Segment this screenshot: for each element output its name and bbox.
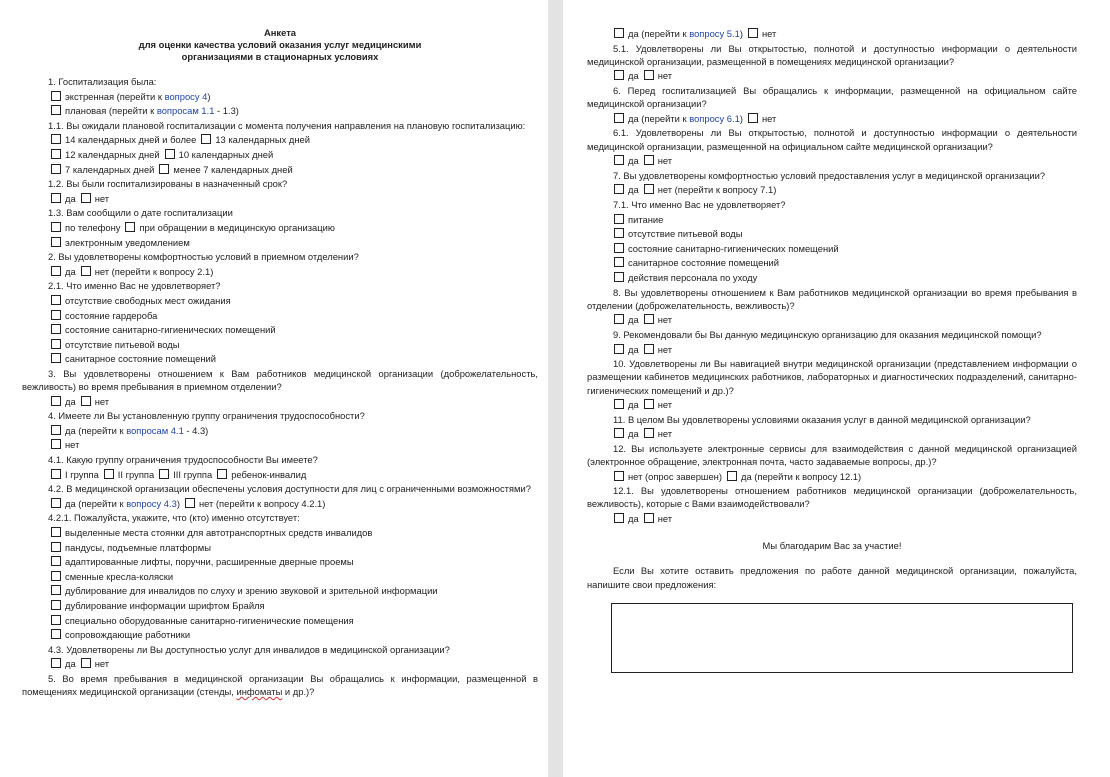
question-4-2: 4.2. В медицинской организации обеспечены условия доступности для лиц с ограниченными возможностями? [48, 483, 531, 495]
checkbox[interactable] [51, 149, 61, 159]
checkbox[interactable] [51, 556, 61, 566]
option-row: нет [22, 438, 538, 451]
question-1: 1. Госпитализация была: [48, 76, 157, 87]
option-row: отсутствие питьевой воды [22, 338, 538, 351]
checkbox[interactable] [614, 228, 624, 238]
option-row: да (перейти к вопросу 4.3) нет (перейти к вопросу 4.2.1) [22, 497, 538, 510]
option-row: сменные кресла-коляски [22, 570, 538, 583]
checkbox[interactable] [614, 155, 624, 165]
checkbox[interactable] [51, 237, 61, 247]
checkbox[interactable] [644, 70, 654, 80]
question-1-2: 1.2. Вы были госпитализированы в назначенный срок? [48, 178, 288, 190]
option-row: электронным уведомлением [22, 236, 538, 249]
option-row: отсутствие свободных мест ожидания [22, 294, 538, 307]
checkbox[interactable] [51, 629, 61, 639]
option-row: пандусы, подъемные платформы [22, 541, 538, 554]
question-5: 5. Во время пребывания в медицинской организации Вы обращались к информации, размещенной в помещениях медицинской организации (стенды, инфоматы и др.)? [22, 672, 538, 698]
option-row: питание [587, 213, 1077, 226]
option-row: сопровождающие работники [22, 628, 538, 641]
checkbox[interactable] [51, 105, 61, 115]
checkbox[interactable] [614, 243, 624, 253]
checkbox[interactable] [644, 155, 654, 165]
checkbox[interactable] [81, 396, 91, 406]
checkbox[interactable] [727, 471, 737, 481]
option-row: по телефону при обращении в медицинскую организацию [22, 221, 538, 234]
option-row: 12 календарных дней 10 календарных дней [22, 148, 538, 161]
option-row: да (перейти к вопросам 4.1 - 4.3) [22, 424, 538, 437]
question-link[interactable]: вопросу 5.1 [689, 28, 740, 39]
checkbox[interactable] [614, 113, 624, 123]
option-row: санитарное состояние помещений [22, 352, 538, 365]
checkbox[interactable] [81, 266, 91, 276]
checkbox[interactable] [159, 469, 169, 479]
checkbox[interactable] [185, 498, 195, 508]
checkbox[interactable] [51, 396, 61, 406]
suggestions-box[interactable] [611, 603, 1073, 673]
checkbox[interactable] [644, 344, 654, 354]
checkbox[interactable] [51, 658, 61, 668]
question-10: 10. Удовлетворены ли Вы навигацией внутри медицинской организации (представлением информации о размещении кабинетов медицинских работников, лабораторных и диагностических подразделений, санитарно-гигиенических помещений и др.)? [587, 358, 1077, 396]
document-page-2 [563, 0, 1110, 777]
checkbox[interactable] [51, 527, 61, 537]
question-5-1: 5.1. Удовлетворены ли Вы открытостью, полнотой и доступностью информации о деятельности медицинской организации, размещенной в помещениях медицинской организации? [587, 42, 1077, 67]
checkbox[interactable] [81, 658, 91, 668]
checkbox[interactable] [217, 469, 227, 479]
checkbox[interactable] [614, 471, 624, 481]
question-link[interactable]: вопросу 4.3 [126, 497, 177, 509]
checkbox[interactable] [614, 344, 624, 354]
checkbox[interactable] [614, 28, 624, 38]
question-link[interactable]: вопросу 4 [164, 90, 208, 102]
question-link[interactable]: вопросам 1.1 [156, 105, 215, 117]
question-7-1: 7.1. Что именно Вас не удовлетворяет? [613, 198, 786, 210]
option-row: 14 календарных дней и более 13 календарных дней [22, 133, 538, 146]
form-title: Анкета [263, 27, 297, 38]
checkbox[interactable] [614, 272, 624, 282]
option-row: действия персонала по уходу [587, 271, 1077, 284]
question-3: 3. Вы удовлетворены отношением к Вам работников медицинской организации (доброжелательность, вежливость) во время пребывания в приемном отделении? [22, 367, 538, 393]
checkbox[interactable] [51, 585, 61, 595]
checkbox[interactable] [51, 310, 61, 320]
spellcheck-word: инфоматы [236, 686, 283, 698]
option-row: да нет [587, 512, 1077, 525]
checkbox[interactable] [748, 113, 758, 123]
question-8: 8. Вы удовлетворены отношением к Вам работников медицинской организации во время пребывания в отделении (доброжелательность, вежливость)? [587, 286, 1077, 311]
option-row: да нет (перейти к вопросу 2.1) [22, 265, 538, 278]
checkbox[interactable] [51, 222, 61, 232]
checkbox[interactable] [51, 600, 61, 610]
checkbox[interactable] [51, 615, 61, 625]
checkbox[interactable] [51, 91, 61, 101]
checkbox[interactable] [51, 339, 61, 349]
checkbox[interactable] [159, 164, 169, 174]
question-1-1: 1.1. Вы ожидали плановой госпитализации с момента получения направления на плановую госпитализацию: [48, 119, 526, 131]
thanks-text: Мы благодарим Вас за участие! [762, 540, 902, 552]
checkbox[interactable] [51, 469, 61, 479]
option-row: адаптированные лифты, поручни, расширенные дверные проемы [22, 555, 538, 568]
checkbox[interactable] [644, 184, 654, 194]
checkbox[interactable] [104, 469, 114, 479]
option-row: да нет [587, 154, 1077, 167]
page-gutter [548, 0, 563, 777]
checkbox[interactable] [644, 513, 654, 523]
checkbox[interactable] [614, 257, 624, 267]
question-4-1: 4.1. Какую группу ограничения трудоспособности Вы имеете? [48, 454, 318, 466]
checkbox[interactable] [51, 498, 61, 508]
option-row: да нет [587, 427, 1077, 440]
question-12-1: 12.1. Вы удовлетворены отношением работников медицинской организации (доброжелательность, вежливость), которые с Вами взаимодействовали? [587, 485, 1077, 510]
question-4: 4. Имеете ли Вы установленную группу ограничения трудоспособности? [48, 410, 365, 422]
option-row: да нет [22, 395, 538, 408]
question-6: 6. Перед госпитализацией Вы обращались к информации, размещенной на официальном сайте медицинской организации? [587, 84, 1077, 110]
option-row: да нет [587, 343, 1077, 356]
option-row: состояние гардероба [22, 309, 538, 322]
checkbox[interactable] [614, 184, 624, 194]
checkbox[interactable] [51, 134, 61, 144]
checkbox[interactable] [614, 428, 624, 438]
option-row: плановая (перейти к вопросам 1.1 - 1.3) [22, 104, 538, 117]
checkbox[interactable] [51, 193, 61, 203]
checkbox[interactable] [51, 266, 61, 276]
checkbox[interactable] [51, 571, 61, 581]
checkbox[interactable] [644, 428, 654, 438]
checkbox[interactable] [614, 399, 624, 409]
option-row: 7 календарных дней менее 7 календарных дней [22, 163, 538, 176]
document-page-1 [0, 0, 548, 777]
question-2-1: 2.1. Что именно Вас не удовлетворяет? [48, 280, 221, 292]
option-row: экстренная (перейти к вопросу 4) [22, 90, 538, 103]
checkbox[interactable] [201, 134, 211, 144]
question-4-3: 4.3. Удовлетворены ли Вы доступностью услуг для инвалидов в медицинской организации? [48, 643, 450, 655]
question-1-3: 1.3. Вам сообщили о дате госпитализации [48, 207, 233, 219]
question-2: 2. Вы удовлетворены комфортностью условий в приемном отделении? [48, 251, 359, 263]
checkbox[interactable] [644, 399, 654, 409]
question-4-2-1: 4.2.1. Пожалуйста, укажите, что (кто) именно отсутствует: [48, 512, 300, 524]
option-row: дублирование информации шрифтом Брайля [22, 599, 538, 612]
option-row: да нет (перейти к вопросу 7.1) [587, 183, 1077, 196]
option-row: да нет [22, 657, 538, 670]
question-9: 9. Рекомендовали бы Вы данную медицинскую организацию для оказания медицинской помощи? [613, 328, 1042, 340]
checkbox[interactable] [51, 295, 61, 305]
question-link[interactable]: вопросу 6.1 [689, 112, 740, 124]
option-row: состояние санитарно-гигиенических помещений [22, 323, 538, 336]
checkbox[interactable] [748, 28, 758, 38]
form-subtitle-line-2: организациями в стационарных условиях [181, 51, 379, 62]
option-row: да нет [587, 313, 1077, 326]
option-row: специально оборудованные санитарно-гигиенические помещения [22, 614, 538, 627]
checkbox[interactable] [81, 193, 91, 203]
option-row: да нет [22, 192, 538, 205]
option-row: да нет [587, 398, 1077, 411]
option-row: отсутствие питьевой воды [587, 227, 1077, 240]
option-row: состояние санитарно-гигиенических помещений [587, 242, 1077, 255]
checkbox[interactable] [614, 214, 624, 224]
checkbox[interactable] [51, 542, 61, 552]
option-row: да (перейти к вопросу 5.1) нет [587, 27, 1077, 40]
option-row: выделенные места стоянки для автотранспортных средств инвалидов [22, 526, 538, 539]
option-row: да (перейти к вопросу 6.1) нет [587, 112, 1077, 125]
checkbox[interactable] [51, 353, 61, 363]
checkbox[interactable] [51, 324, 61, 334]
option-row: санитарное состояние помещений [587, 256, 1077, 269]
option-row: I группа II группа III группа ребенок-инвалид [22, 468, 538, 481]
checkbox[interactable] [165, 149, 175, 159]
suggestions-prompt: Если Вы хотите оставить предложения по работе данной медицинской организации, пожалуйста, напишите свои предложения: [587, 565, 1077, 590]
form-subtitle-line-1: для оценки качества условий оказания услуг медицинскими [138, 39, 422, 50]
option-row: нет (опрос завершен) да (перейти к вопросу 12.1) [587, 470, 1077, 483]
question-11: 11. В целом Вы удовлетворены условиями оказания услуг в данной медицинской организации? [613, 413, 1031, 425]
checkbox[interactable] [125, 222, 135, 232]
question-7: 7. Вы удовлетворены комфортностью условий предоставления услуг в медицинской организации? [613, 169, 1046, 181]
option-row: дублирование для инвалидов по слуху и зрению звуковой и зрительной информации [22, 584, 538, 597]
checkbox[interactable] [51, 164, 61, 174]
checkbox[interactable] [614, 314, 624, 324]
checkbox[interactable] [614, 70, 624, 80]
checkbox[interactable] [644, 314, 654, 324]
question-6-1: 6.1. Удовлетворены ли Вы открытостью, полнотой и доступностью информации о деятельности медицинской организации, размещенной на официальном сайте медицинской организации? [587, 127, 1077, 152]
checkbox[interactable] [614, 513, 624, 523]
question-link[interactable]: вопросам 4.1 [126, 424, 184, 436]
question-12: 12. Вы используете электронные сервисы для взаимодействия с данной медицинской организацией (электронное обращение, электронная почта, часто задаваемые вопросы, др.)? [587, 442, 1077, 468]
checkbox[interactable] [51, 439, 61, 449]
checkbox[interactable] [51, 425, 61, 435]
option-row: да нет [587, 69, 1077, 82]
